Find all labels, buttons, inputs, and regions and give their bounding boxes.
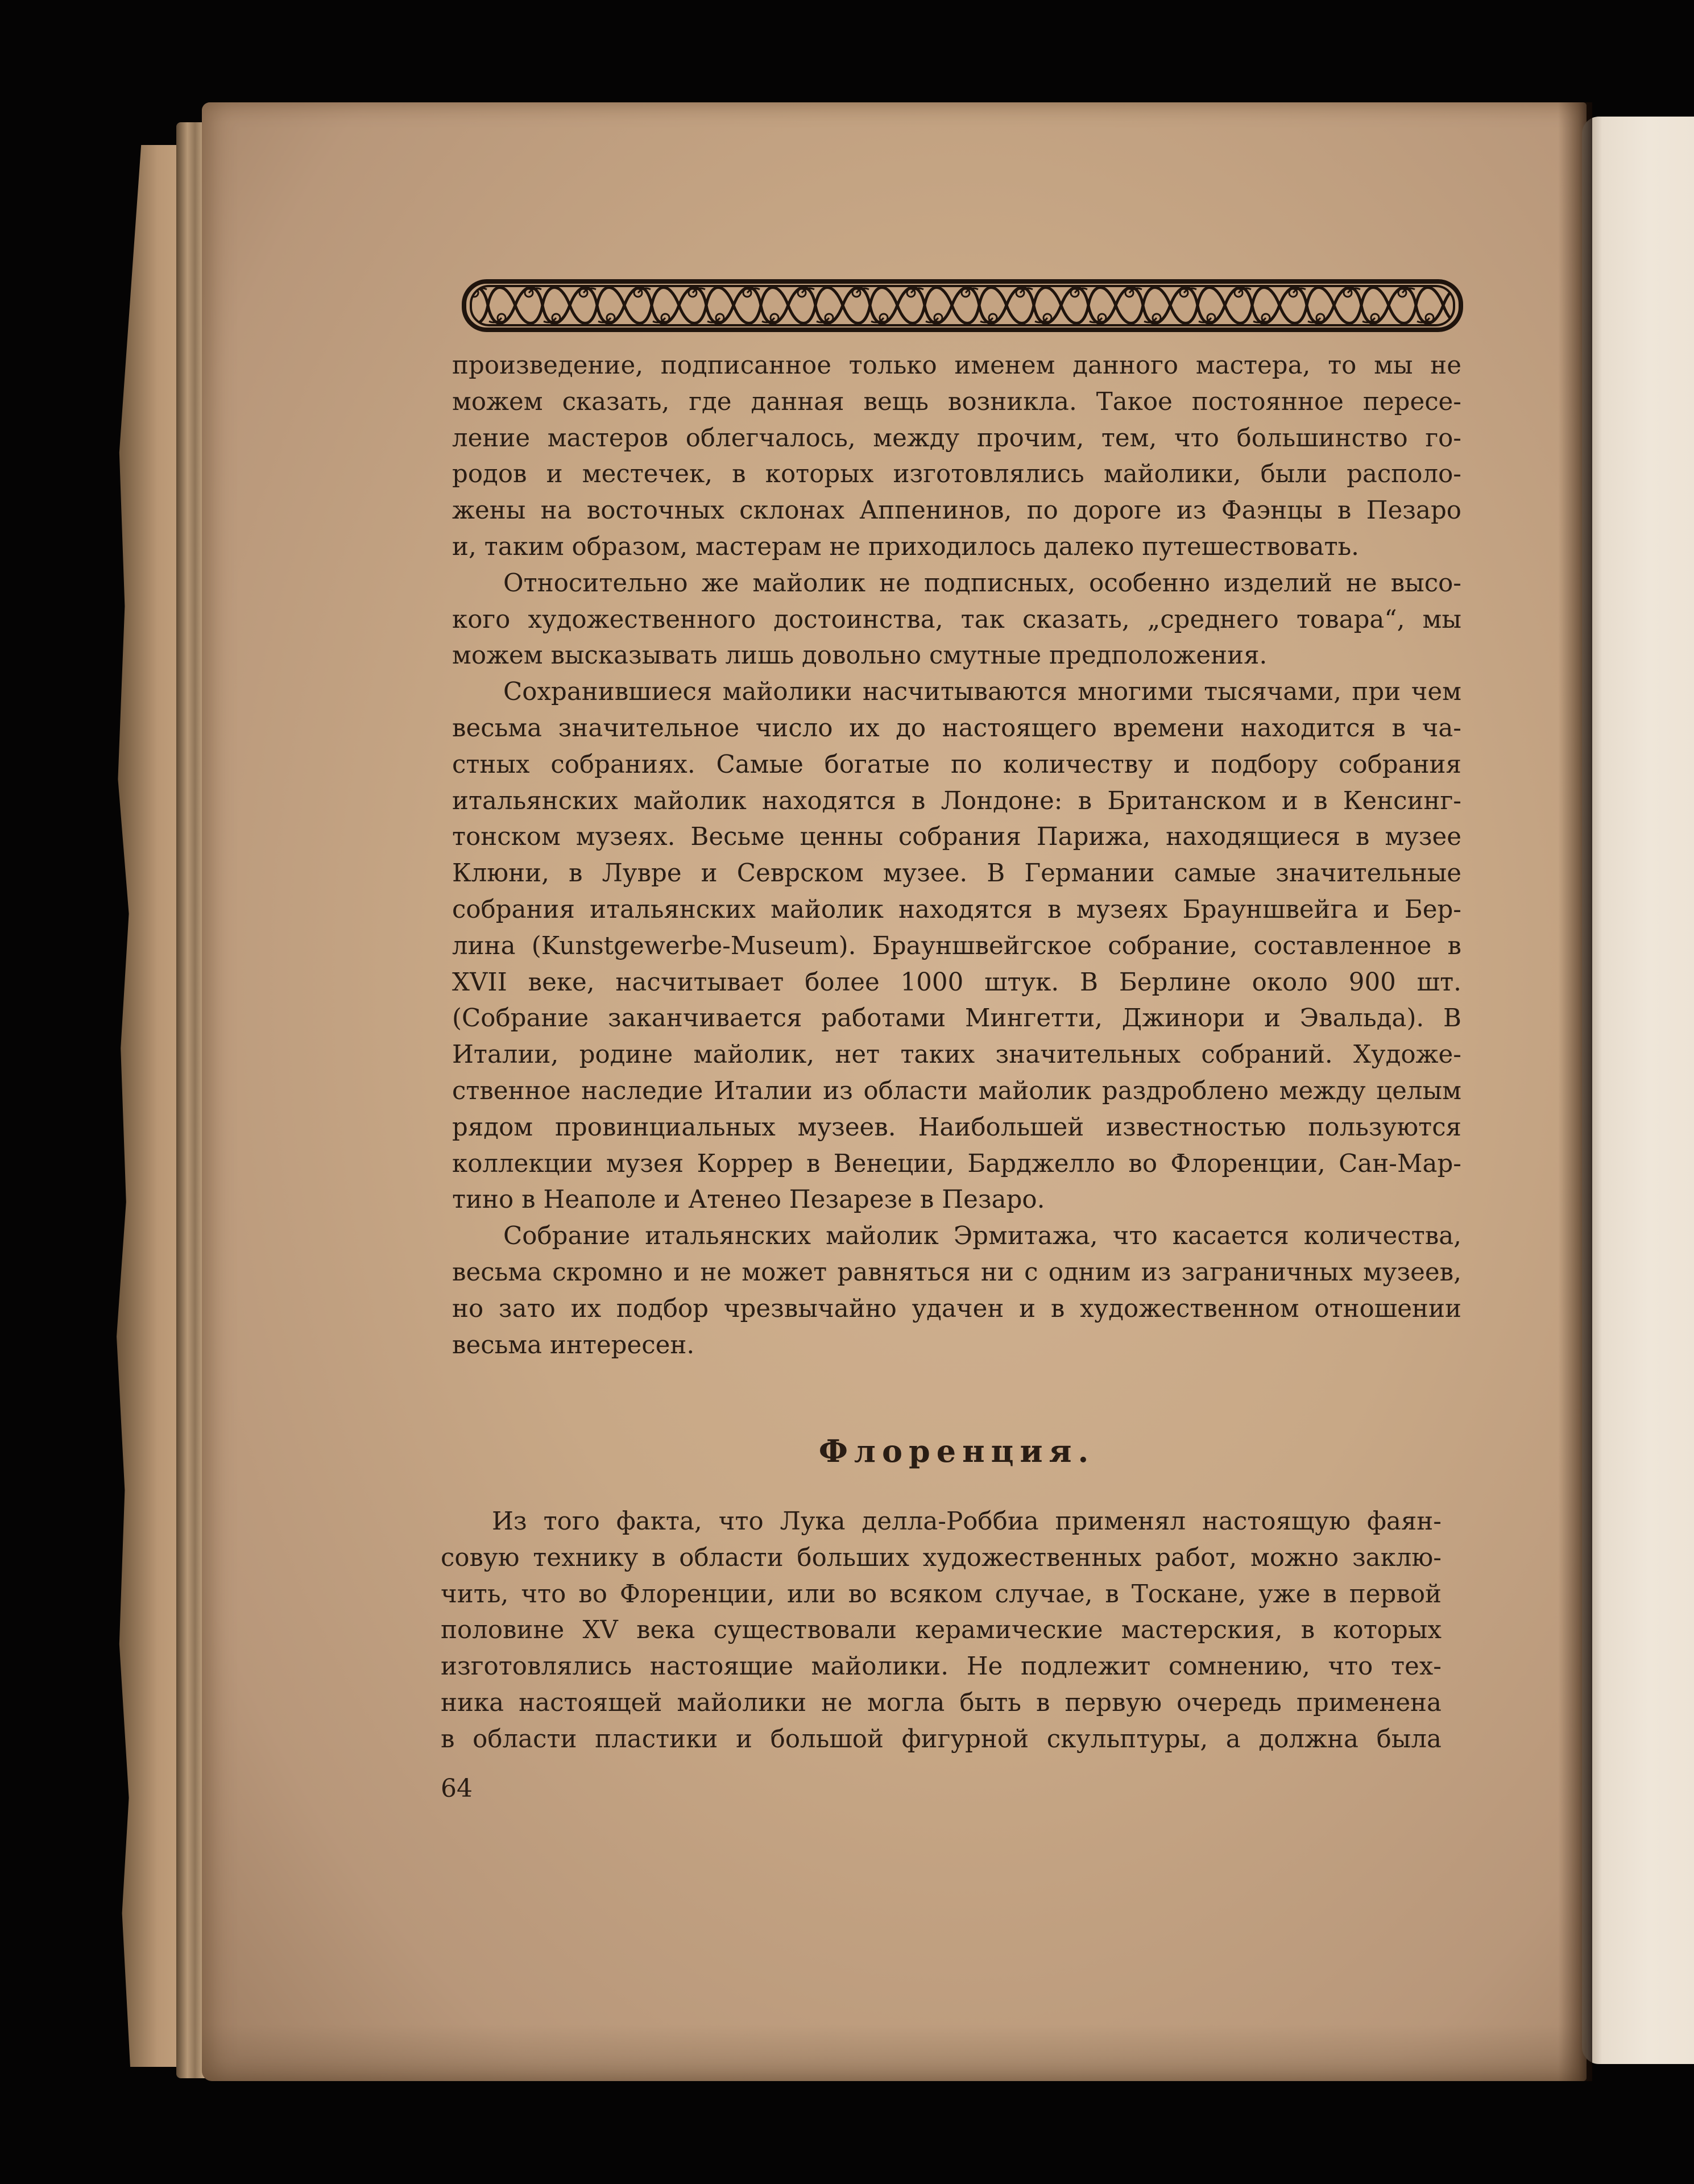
- text-line: произведение, подписанное только именем данного мастера, то мы не: [452, 351, 1461, 380]
- text-line: совую технику в области больших художественных работ, можно заклю-: [441, 1543, 1442, 1572]
- text-line: тонском музеях. Весьме ценны собрания Парижа, находящиеся в музее: [452, 823, 1461, 852]
- text-line: рядом провинциальных музеев. Наибольшей известностью пользуются: [452, 1113, 1461, 1142]
- text-line: ление мастеров облегчалось, между прочим, тем, что большинство го-: [452, 424, 1461, 453]
- text-line: изготовлялись настоящие майолики. Не подлежит сомнению, что тех-: [441, 1652, 1442, 1681]
- text-line: весьма значительное число их до настоящего времени находится в ча-: [452, 714, 1461, 743]
- text-line: Сохранившиеся майолики насчитываются многими тысячами, при чем: [503, 678, 1461, 707]
- text-line: родов и местечек, в которых изготовлялись майолики, были располо-: [452, 460, 1461, 489]
- text-line: ника настоящей майолики не могла быть в первую очередь применена: [441, 1688, 1442, 1717]
- text-line: весьма интересен.: [452, 1331, 695, 1360]
- paragraph-3: [452, 674, 1461, 1219]
- text-line: можем высказывать лишь довольно смутные предположения.: [452, 641, 1268, 670]
- paragraph-5: [441, 1504, 1442, 1758]
- paragraph-1: [452, 348, 1461, 566]
- text-line: лина (Kunstgewerbe-Museum). Брауншвейгское собрание, составленное в: [452, 931, 1461, 960]
- text-line: (Собрание заканчивается работами Мингетти, Джинори и Эвальда). В: [452, 1004, 1461, 1033]
- book-gutter: [1558, 102, 1592, 2081]
- text-line: весьма скромно и не может равняться ни с одним из заграничных музеев,: [452, 1258, 1461, 1287]
- text-line: тино в Неаполе и Атенео Пезарезе в Пезаро.: [452, 1186, 1045, 1215]
- section-heading: Флоренция.: [818, 1433, 1095, 1469]
- interlaced-vine-border-icon: [461, 276, 1464, 335]
- paragraph-4: [452, 1219, 1461, 1364]
- text-line: в области пластики и большой фигурной скульптуры, а должна была: [441, 1725, 1442, 1754]
- text-line: можем сказать, где данная вещь возникла. Такое постоянное пересе-: [452, 387, 1461, 416]
- text-line: и, таким образом, мастерам не приходилось далеко путешествовать.: [452, 532, 1360, 561]
- text-line: чить, что во Флоренции, или во всяком случае, в Тоскане, уже в первой: [441, 1580, 1442, 1609]
- text-line: стных собраниях. Самые богатые по количеству и подбору собрания: [452, 750, 1461, 779]
- body-text-top: [452, 348, 1461, 1364]
- facing-page: [1582, 117, 1694, 2064]
- page-number: 64: [441, 1774, 473, 1803]
- text-line: коллекции музея Коррер в Венеции, Барджелло во Флоренции, Сан-Мар-: [452, 1149, 1461, 1178]
- text-line: кого художественного достоинства, так сказать, „среднего товара“, мы: [452, 605, 1461, 634]
- text-line: Относительно же майолик не подписных, особенно изделий не высо-: [503, 569, 1461, 598]
- page-bottom-shade: [202, 2024, 1587, 2081]
- text-line: но зато их подбор чрезвычайно удачен и в художественном отношении: [452, 1294, 1461, 1323]
- text-line: жены на восточных склонах Аппенинов, по дороге из Фаэнцы в Пезаро: [452, 496, 1461, 525]
- text-line: Клюни, в Лувре и Севрском музее. В Германии самые значительные: [452, 859, 1461, 888]
- text-line: ственное наследие Италии из области майолик раздроблено между целым: [452, 1076, 1461, 1105]
- text-line: собрания итальянских майолик находятся в музеях Брауншвейга и Бер-: [452, 895, 1461, 924]
- text-line: Из того факта, что Лука делла-Роббиа применял настоящую фаян-: [492, 1507, 1442, 1536]
- text-line: XVII веке, насчитывает более 1000 штук. В Берлине около 900 шт.: [452, 968, 1461, 997]
- body-text-bottom: [441, 1504, 1442, 1758]
- paragraph-2: [452, 566, 1461, 674]
- text-line: Собрание итальянских майолик Эрмитажа, что касается количества,: [503, 1222, 1461, 1251]
- text-line: Италии, родине майолик, нет таких значительных собраний. Художе-: [452, 1041, 1461, 1070]
- text-line: итальянских майолик находятся в Лондоне: в Британском и в Кенсинг-: [452, 786, 1461, 815]
- text-line: половине XV века существовали керамические мастерския, в которых: [441, 1616, 1442, 1645]
